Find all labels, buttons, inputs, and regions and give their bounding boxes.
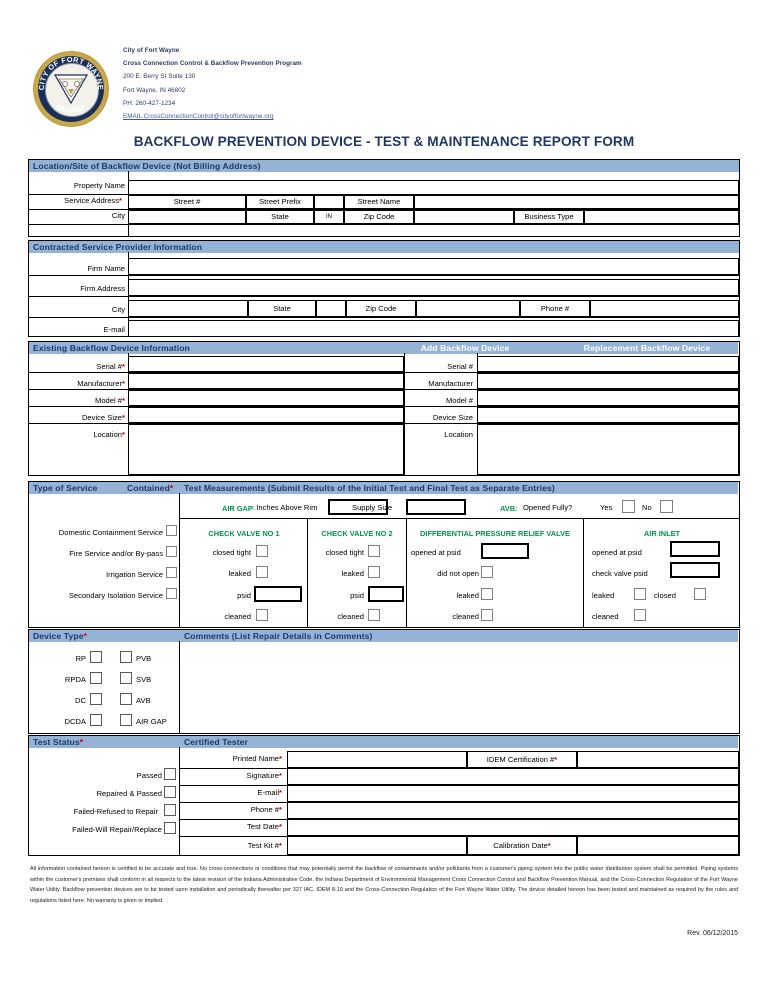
label-status-repaired-passed: Repaired & Passed [96,789,162,798]
input-provider-zip[interactable] [416,300,520,317]
label-service-domestic: Domestic Containment Service [58,528,163,537]
label-provider-email: E-mail [103,325,125,334]
input-add-manufacturer[interactable] [477,373,739,389]
checkbox-cv1-leaked[interactable] [256,566,268,578]
label-air-gap: AIR GAP [222,504,253,513]
label-dprv-leaked: leaked [456,591,479,600]
label-add-manufacturer: Manufacturer [428,379,473,388]
checkbox-dprv-cleaned[interactable] [481,609,493,621]
input-provider-city[interactable] [128,300,248,317]
label-provider-state: State [273,304,291,313]
label-city: City [111,211,125,220]
city-seal-icon [34,52,108,126]
input-comments[interactable] [180,642,739,733]
test-status-band: Test Status* [29,736,180,748]
label-status-failed-will-repair: Failed-Will Repair/Replace [72,825,162,834]
label-avb-yes: Yes [600,503,613,512]
checkbox-cv1-cleaned[interactable] [256,609,268,621]
input-zip[interactable] [414,210,514,224]
checkbox-device-rpda[interactable] [90,672,102,684]
label-air-gap-text: : Inches Above Rim [252,503,318,512]
label-device-rp: RP [75,654,86,663]
input-add-location[interactable] [477,424,739,475]
input-calibration-date[interactable] [577,836,739,855]
input-existing-serial[interactable] [128,356,404,372]
input-dprv-opened-psid[interactable] [481,543,529,559]
agency-address-2: Fort Wayne, IN 46802 [123,86,186,94]
input-existing-location[interactable] [128,424,404,475]
seal-text [34,52,108,126]
page-title: BACKFLOW PREVENTION DEVICE - TEST & MAINTENANCE REPORT FORM [133,134,635,149]
label-tester-phone: Phone #* [250,805,282,814]
label-property-name: Property Name [73,181,125,190]
input-existing-model[interactable] [128,390,404,406]
label-air-inlet: AIR INLET [643,529,681,538]
input-idem-certification[interactable] [577,751,739,768]
checkbox-status-failed-refused[interactable] [164,804,176,816]
agency-email-link[interactable]: EMAIL CrossConnectionControl@cityoffortwayne.org [123,113,274,121]
agency-address-1: 200 E. Berry St Suite 130 [123,73,196,81]
label-service-address: Service Address* [64,196,122,205]
type-of-service-band: Type of Service [29,482,123,494]
label-cv1-cleaned: cleaned [224,612,251,621]
label-avb-no: No [642,503,652,512]
checkbox-device-air-gap[interactable] [120,714,132,726]
input-firm-name[interactable] [128,258,739,275]
label-cv2-leaked: leaked [341,569,364,578]
input-ai-opened-psid[interactable] [670,541,720,557]
label-ai-opened: opened at psid [592,548,642,557]
label-dprv-opened: opened at psid [411,548,461,557]
checkbox-service-domestic[interactable] [166,525,177,536]
checkbox-cv2-cleaned[interactable] [368,609,380,621]
input-add-serial[interactable] [477,356,739,372]
label-cv2-cleaned: cleaned [337,612,364,621]
input-property-name[interactable] [128,180,739,195]
input-provider-email[interactable] [128,320,739,337]
input-existing-device-size[interactable] [128,407,404,423]
label-calibration-date: Calibration Date* [493,841,551,850]
input-add-model[interactable] [477,390,739,406]
svg-text:CITY OF FORT WAYNE: CITY OF FORT WAYNE [36,54,106,91]
label-idem-certification: IDEM Certification #* [486,755,558,764]
comments-band: Comments (List Repair Details in Comments) [180,630,738,642]
certified-tester-band: Certified Tester [180,736,738,748]
device-type-band: Device Type* [29,630,180,642]
label-dprv-did-not-open: did not open [437,569,479,578]
provider-section-band: Contracted Service Provider Information [29,241,739,253]
label-test-kit: Test Kit #* [247,841,282,850]
label-street-name: Street Name [357,197,401,206]
label-provider-phone: Phone # [540,304,570,313]
label-service-irrigation: Irrigation Service [106,570,163,579]
location-section-band: Location/Site of Backflow Device (Not Billing Address) [29,160,739,172]
existing-device-band: Existing Backflow Device Information [29,342,374,354]
label-zip: Zip Code [363,212,395,221]
label-cv2-psid: psid [350,591,364,600]
label-avb: AVB: [500,504,518,513]
checkbox-status-passed[interactable] [164,768,176,780]
form-header [28,44,740,136]
contained-band: Contained* [123,482,180,494]
label-device-rpda: RPDA [64,675,86,684]
label-printed-name: Printed Name* [232,754,282,763]
label-existing-manufacturer: Manufacturer* [77,379,125,388]
label-ai-leaked: leaked [592,591,615,600]
input-signature[interactable] [287,768,739,785]
input-street-prefix[interactable] [314,195,344,209]
label-service-fire: Fire Service and/or By-pass [69,549,163,558]
label-street-no: Street # [173,197,201,206]
checkbox-ai-leaked[interactable] [634,588,646,600]
label-business-type: Business Type [524,212,574,221]
label-street-prefix: Street Prefix [259,197,301,206]
checkbox-avb-yes[interactable] [622,500,635,513]
input-test-date[interactable] [287,819,739,836]
checkbox-ai-closed[interactable] [694,588,706,600]
svg-text:INDIANA: INDIANA [53,101,89,116]
checkbox-status-repaired-passed[interactable] [164,786,176,798]
value-state: IN [326,214,332,220]
label-firm-name: Firm Name [87,264,125,273]
label-test-date: Test Date* [246,822,282,831]
checkbox-device-avb[interactable] [120,693,132,705]
checkbox-device-rp[interactable] [90,651,102,663]
label-ai-check-valve-psid: check valve psid [592,569,648,578]
checkbox-service-irrigation[interactable] [166,567,177,578]
label-existing-location: Location* [93,430,125,439]
checkbox-device-dcda[interactable] [90,714,102,726]
label-cv2-closed-tight: closed tight [325,548,364,557]
label-status-failed-refused: Failed-Refused to Repair [73,807,158,816]
agency-name: City of Fort Wayne [123,47,180,54]
label-existing-serial: Serial #* [96,362,125,371]
label-add-serial: Serial # [447,362,473,371]
input-cv2-psid[interactable] [368,586,404,602]
legal-disclaimer: All information contained hereon is certified to be accurate and true. No cross-connections or conditions that may potentially permit the backflow of contaminants and/or pollutants from a customer's piping system into the public water distribution system shall be permitted. Piping systems within the customer's premises shall conform in all respects to the latest revision of the Indiana Administrative Code, the Indiana Department of Environmental Management Cross Connection Control and Backflow Prevention Manual, and the Cross-Connection Regulation of the Fort Wayne Water Utility. Backflow prevention devices are to be tested upon installation and periodically thereafter per 327 IAC, IDEM 8-10 and the Cross-Connection Regulation of the Fort Wayne Water Utility. The device detailed hereon has been tested and maintained as required by the rules and regulations listed here. No warranty is given or implied. [30,866,738,904]
label-provider-zip: Zip Code [365,304,397,313]
checkbox-device-svb[interactable] [120,672,132,684]
label-check-valve-1: CHECK VALVE NO 1 [208,529,280,538]
checkbox-avb-no[interactable] [660,500,673,513]
label-ai-closed: closed [654,591,676,600]
label-device-dcda: DCDA [64,717,86,726]
label-cv1-leaked: leaked [228,569,251,578]
input-street-name[interactable] [414,195,739,209]
input-add-device-size[interactable] [477,407,739,423]
label-existing-model: Model #* [95,396,125,405]
checkbox-device-dc[interactable] [90,693,102,705]
label-dprv: DIFFERENTIAL PRESSURE RELIEF VALVE [420,529,570,538]
label-cv1-psid: psid [237,591,251,600]
input-city[interactable] [128,210,246,224]
label-dprv-cleaned: cleaned [452,612,479,621]
label-check-valve-2: CHECK VALVE NO 2 [321,529,393,538]
label-signature: Signature* [246,771,282,780]
input-supply-size[interactable] [406,499,466,515]
label-device-air-gap: AIR GAP [136,717,167,726]
add-device-band: Add Backflow Device [374,342,556,354]
checkbox-dprv-leaked[interactable] [481,588,493,600]
input-test-kit[interactable] [287,836,467,855]
input-existing-manufacturer[interactable] [128,373,404,389]
label-cv1-closed-tight: closed tight [212,548,251,557]
agency-phone: PH: 260-427-1234 [123,99,176,107]
label-state: State [271,212,289,221]
label-ai-cleaned: cleaned [592,612,619,621]
checkbox-device-pvb[interactable] [120,651,132,663]
label-add-device-size: Device Size [432,413,473,422]
input-business-type[interactable] [584,210,739,224]
label-device-svb: SVB [136,675,152,684]
label-service-secondary: Secondary Isolation Service [68,591,163,600]
input-provider-phone[interactable] [590,300,739,317]
input-cv1-psid[interactable] [254,586,302,602]
checkbox-cv2-closed-tight[interactable] [368,545,380,557]
label-supply-size: Supply Size [352,503,393,512]
label-add-location: Location [444,430,473,439]
input-ai-check-valve-psid[interactable] [670,562,720,578]
label-avb-text: Opened Fully? [523,503,573,512]
label-provider-city: City [111,305,125,314]
checkbox-service-secondary[interactable] [166,588,177,599]
label-add-model: Model # [445,396,473,405]
replacement-device-band: Replacement Backflow Device [556,342,738,354]
input-tester-email[interactable] [287,785,739,802]
program-name: Cross Connection Control & Backflow Prevention Program [123,60,302,68]
checkbox-cv2-leaked[interactable] [368,566,380,578]
test-measurements-band: Test Measurements (Submit Results of the Initial Test and Final Test as Separate Entries) [180,482,738,494]
checkbox-status-failed-will-repair[interactable] [164,822,176,834]
checkbox-ai-cleaned[interactable] [634,609,646,621]
label-tester-email: E-mail* [257,788,282,797]
label-device-pvb: PVB [136,654,152,663]
label-existing-device-size: Device Size* [81,413,125,422]
label-device-avb: AVB [136,696,151,705]
input-firm-address[interactable] [128,279,739,296]
label-firm-address: Firm Address [80,284,125,293]
input-tester-phone[interactable] [287,802,739,819]
input-provider-state[interactable] [316,300,346,317]
revision-label: Rev. 06/12/2015 [687,930,738,937]
label-device-dc: DC [75,696,86,705]
checkbox-service-fire[interactable] [166,546,177,557]
checkbox-dprv-did-not-open[interactable] [481,566,493,578]
input-printed-name[interactable] [287,751,467,768]
label-status-passed: Passed [136,771,162,780]
checkbox-cv1-closed-tight[interactable] [256,545,268,557]
agency-contact-block [123,44,523,123]
